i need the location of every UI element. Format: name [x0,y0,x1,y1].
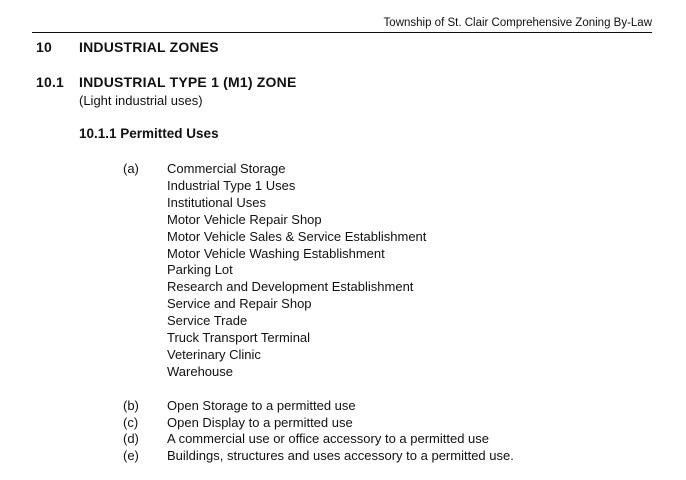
section-10-title: INDUSTRIAL ZONES [79,39,219,55]
list-item-text: Buildings, structures and uses accessory to a permitted use. [167,447,514,463]
list-item-text: Open Storage to a permitted use [167,398,356,413]
list-marker: (b) [123,398,139,413]
list-item: Service Trade [167,313,248,329]
running-header: Township of St. Clair Comprehensive Zoning By-Law [383,17,652,29]
list-item [123,415,514,432]
list-item: Research and Development Establishment [167,279,414,295]
section-10-number: 10 [36,39,52,55]
list-item: Service and Repair Shop [167,296,312,312]
list-item: Motor Vehicle Washing Establishment [167,245,385,261]
list-item-text: Open Display to a permitted use [167,414,353,430]
section-10-1-subtitle: (Light industrial uses) [79,93,203,108]
section-10-1-1-title: 10.1.1 Permitted Uses [79,126,219,141]
list-item: Institutional Uses [167,194,266,210]
list-item: Warehouse [167,363,233,379]
list-marker-a: (a) [123,161,139,176]
section-10-1-title: INDUSTRIAL TYPE 1 (M1) ZONE [79,74,297,90]
header-rule [32,32,652,33]
list-marker: (c) [123,414,139,430]
list-item [123,398,514,415]
list-item: Industrial Type 1 Uses [167,177,296,193]
list-item: Veterinary Clinic [167,346,261,362]
list-marker: (e) [123,447,139,463]
list-item [123,448,514,465]
list-item-text: A commercial use or office accessory to a permitted use [167,431,490,447]
permitted-uses-list-b-to-e [123,398,514,464]
list-item: Parking Lot [167,262,233,278]
section-10-1-number: 10.1 [36,74,65,90]
list-item: Motor Vehicle Repair Shop [167,211,322,227]
permitted-uses-list-a [167,161,426,381]
list-item [123,431,514,448]
list-marker: (d) [123,431,139,447]
list-item: Motor Vehicle Sales & Service Establishment [167,228,427,244]
list-item: Truck Transport Terminal [167,330,311,346]
list-item: Commercial Storage [167,161,286,176]
